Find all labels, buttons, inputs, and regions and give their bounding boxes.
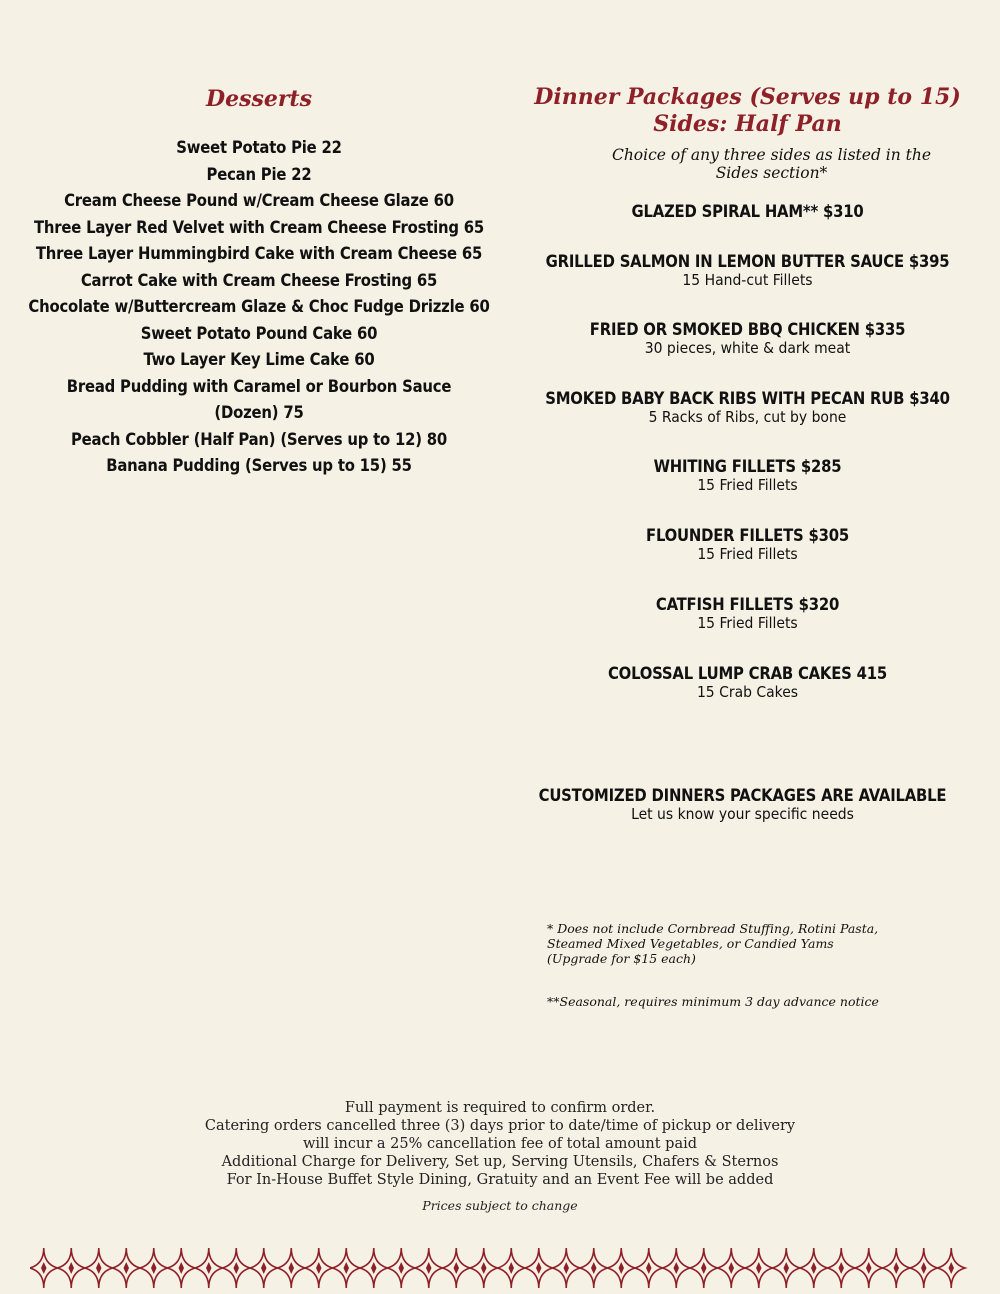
policy-line: will incur a 25% cancellation fee of total amount paid xyxy=(302,1136,698,1152)
border-diamond-icon xyxy=(140,1248,168,1288)
package-item xyxy=(515,595,980,633)
border-diamond-icon xyxy=(580,1248,608,1288)
border-diamond-icon xyxy=(800,1248,828,1288)
policy-footer xyxy=(0,1099,1000,1215)
sides-footnote-line: * Does not include Cornbread Stuffing, Rotini Pasta, xyxy=(547,921,879,936)
package-name: COLOSSAL LUMP CRAB CAKES 415 xyxy=(607,664,888,683)
dessert-item: Banana Pudding (Serves up to 15) 55 xyxy=(106,456,412,475)
border-diamond-icon xyxy=(168,1248,196,1288)
dessert-item: (Dozen) 75 xyxy=(214,403,304,422)
border-diamond-icon xyxy=(333,1248,361,1288)
package-name: FLOUNDER FILLETS $305 xyxy=(646,526,849,545)
package-item xyxy=(515,457,980,495)
footnotes xyxy=(547,921,967,1009)
prices-note: Prices subject to change xyxy=(422,1198,578,1213)
dessert-item: Bread Pudding with Caramel or Bourbon Sauce xyxy=(66,376,452,396)
custom-packages-subtitle: Let us know your specific needs xyxy=(631,805,854,823)
package-name: CATFISH FILLETS $320 xyxy=(655,595,840,614)
package-name: SMOKED BABY BACK RIBS WITH PECAN RUB $340 xyxy=(545,389,950,408)
package-name: FRIED OR SMOKED BBQ CHICKEN $335 xyxy=(589,320,906,339)
package-description: 15 Crab Cakes xyxy=(696,683,799,701)
border-diamond-icon xyxy=(360,1248,388,1288)
dinner-packages-section xyxy=(515,84,980,702)
dessert-item: Chocolate w/Buttercream Glaze & Choc Fudge Drizzle 60 xyxy=(28,297,490,316)
border-diamond-icon xyxy=(305,1248,333,1288)
border-diamond-icon xyxy=(938,1248,966,1288)
seasonal-footnote: **Seasonal, requires minimum 3 day advance notice xyxy=(547,994,879,1009)
border-diamond-icon xyxy=(855,1248,883,1288)
diamond-lattice-border-icon xyxy=(30,1244,975,1292)
custom-packages-title: CUSTOMIZED DINNERS PACKAGES ARE AVAILABLE xyxy=(538,786,947,805)
border-diamond-icon xyxy=(608,1248,636,1288)
sides-choice-note xyxy=(515,146,980,182)
border-diamond-icon xyxy=(525,1248,553,1288)
border-diamond-icon xyxy=(828,1248,856,1288)
border-diamond-icon xyxy=(883,1248,911,1288)
dessert-item: Pecan Pie 22 xyxy=(206,164,312,184)
dessert-item: Cream Cheese Pound w/Cream Cheese Glaze 60 xyxy=(64,191,454,210)
border-diamond-icon xyxy=(443,1248,471,1288)
border-diamond-icon xyxy=(470,1248,498,1288)
desserts-heading: Desserts xyxy=(206,86,312,112)
package-name: WHITING FILLETS $285 xyxy=(653,457,842,476)
policy-line: Catering orders cancelled three (3) days prior to date/time of pickup or delivery xyxy=(204,1118,796,1134)
package-description: 15 Hand-cut Fillets xyxy=(682,271,813,289)
border-diamond-icon xyxy=(910,1248,938,1288)
border-diamond-icon xyxy=(498,1248,526,1288)
sides-choice-line2: Sides section* xyxy=(715,164,828,182)
package-description: 15 Fried Fillets xyxy=(697,476,798,494)
package-description: 15 Fried Fillets xyxy=(697,545,798,563)
package-description: 5 Racks of Ribs, cut by bone xyxy=(648,408,847,426)
border-diamond-icon xyxy=(113,1248,141,1288)
custom-packages-note xyxy=(515,786,970,824)
border-diamond-icon xyxy=(58,1248,86,1288)
border-diamond-icon xyxy=(388,1248,416,1288)
packages-heading-line1: Dinner Packages (Serves up to 15) xyxy=(534,84,961,110)
border-diamond-icon xyxy=(415,1248,443,1288)
package-description: 15 Fried Fillets xyxy=(697,614,798,632)
package-item xyxy=(515,664,980,702)
border-diamond-icon xyxy=(635,1248,663,1288)
sides-choice-line1: Choice of any three sides as listed in the xyxy=(611,146,932,164)
border-diamond-icon xyxy=(690,1248,718,1288)
border-diamond-icon xyxy=(250,1248,278,1288)
package-description: 30 pieces, white & dark meat xyxy=(644,339,851,357)
policy-line: Full payment is required to confirm order. xyxy=(344,1100,656,1116)
policy-line: Additional Charge for Delivery, Set up, Serving Utensils, Chafers & Sternos xyxy=(221,1154,779,1170)
package-item xyxy=(515,526,980,564)
border-diamond-icon xyxy=(195,1248,223,1288)
border-diamond-icon xyxy=(663,1248,691,1288)
package-name: GRILLED SALMON IN LEMON BUTTER SAUCE $395 xyxy=(545,252,950,271)
desserts-section xyxy=(20,86,498,480)
border-diamond-icon xyxy=(553,1248,581,1288)
border-diamond-icon xyxy=(30,1248,58,1288)
sides-footnote xyxy=(547,921,967,966)
desserts-list xyxy=(20,135,498,480)
dessert-item: Two Layer Key Lime Cake 60 xyxy=(143,350,375,369)
border-diamond-icon xyxy=(223,1248,251,1288)
dessert-item: Sweet Potato Pound Cake 60 xyxy=(140,323,378,343)
package-item xyxy=(515,202,980,221)
border-diamond-icon xyxy=(745,1248,773,1288)
package-item xyxy=(515,252,980,290)
dessert-item: Three Layer Red Velvet with Cream Cheese Frosting 65 xyxy=(33,217,485,237)
sides-footnote-line: Steamed Mixed Vegetables, or Candied Yams xyxy=(547,936,834,951)
package-item xyxy=(515,320,980,358)
packages-heading-line2: Sides: Half Pan xyxy=(653,111,842,137)
sides-footnote-line: (Upgrade for $15 each) xyxy=(547,951,696,966)
dessert-item: Carrot Cake with Cream Cheese Frosting 65 xyxy=(80,270,438,290)
dessert-item: Three Layer Hummingbird Cake with Cream Cheese 65 xyxy=(35,244,483,263)
package-item xyxy=(515,389,980,427)
dessert-item: Peach Cobbler (Half Pan) (Serves up to 12) 80 xyxy=(70,429,448,449)
dessert-item: Sweet Potato Pie 22 xyxy=(176,138,342,157)
border-diamond-icon xyxy=(718,1248,746,1288)
policy-line: For In-House Buffet Style Dining, Gratuity and an Event Fee will be added xyxy=(226,1172,774,1188)
package-name: GLAZED SPIRAL HAM** $310 xyxy=(631,202,864,221)
packages-heading xyxy=(515,84,980,138)
border-diamond-icon xyxy=(85,1248,113,1288)
border-diamond-icon xyxy=(278,1248,306,1288)
border-diamond-icon xyxy=(773,1248,801,1288)
